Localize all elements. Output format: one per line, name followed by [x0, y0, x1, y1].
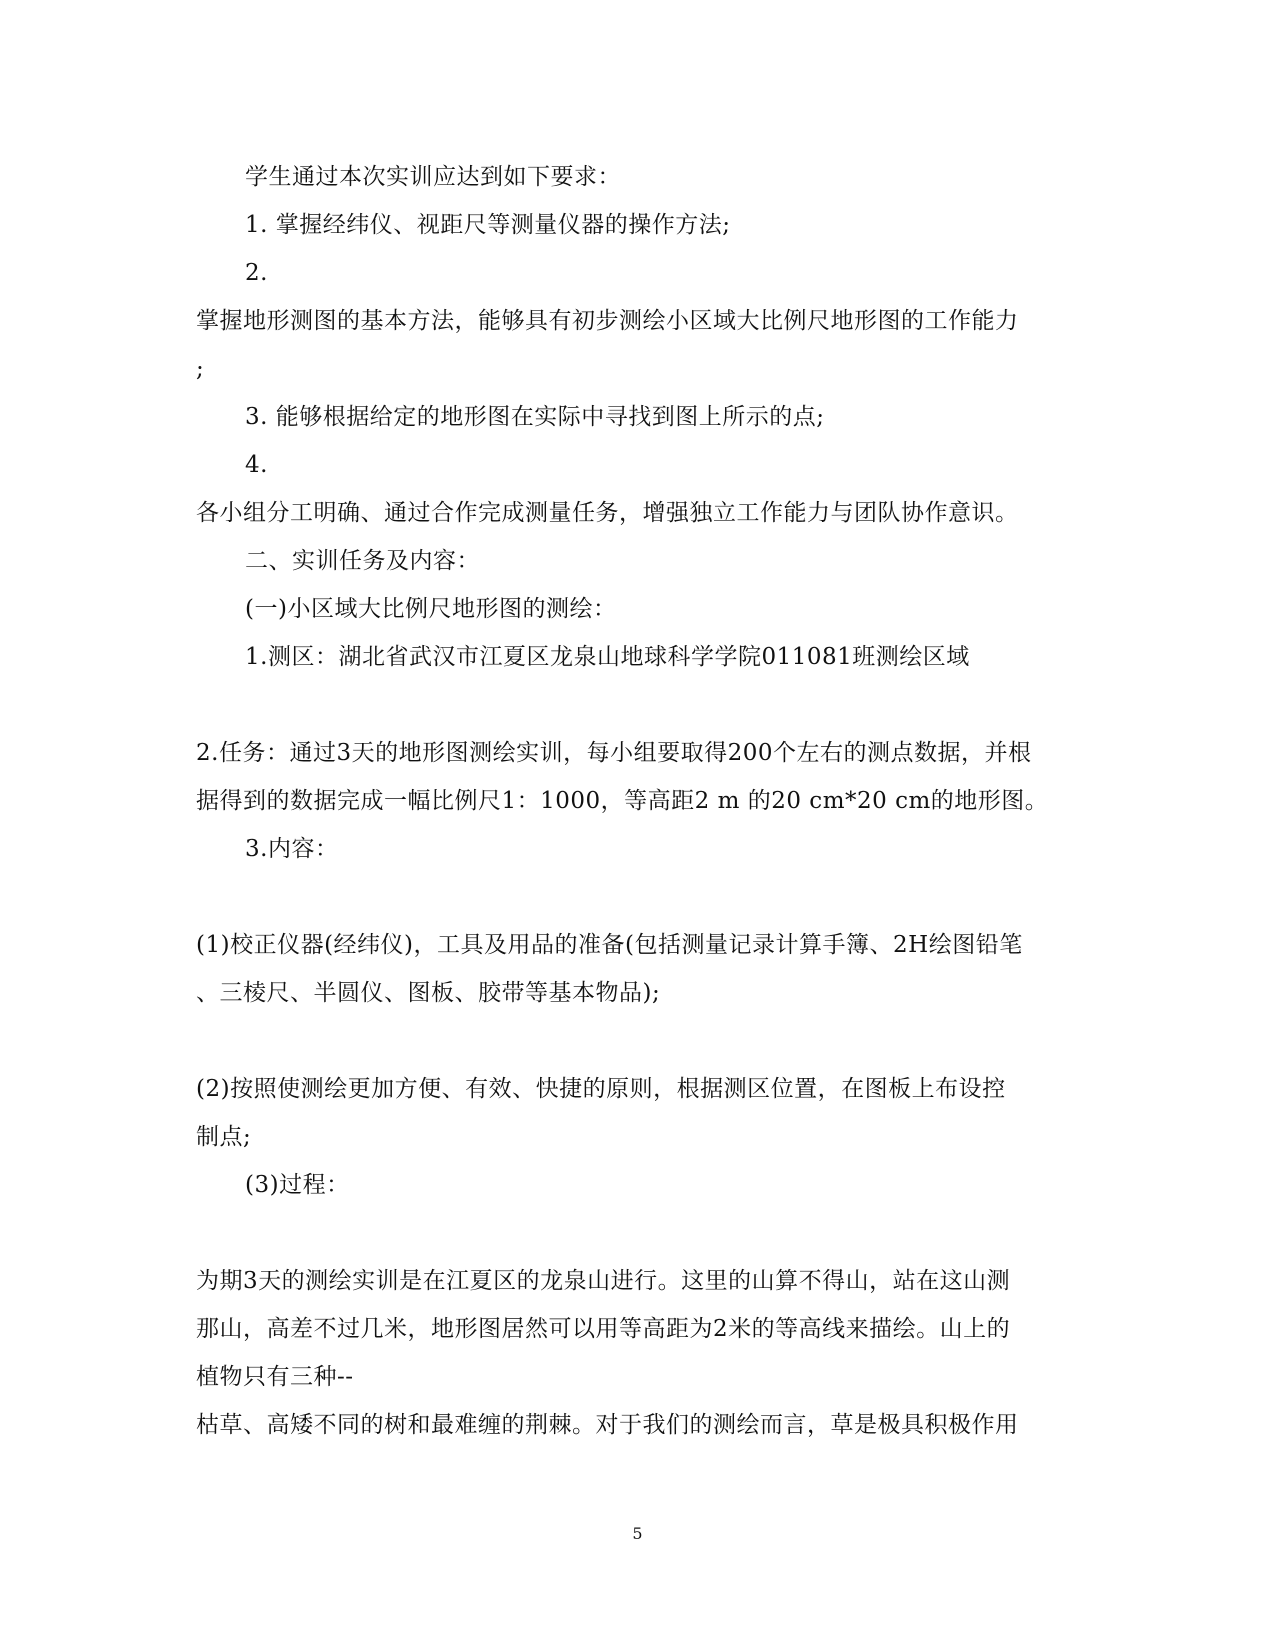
text-line-item-2-number: 2.: [245, 260, 268, 286]
page-number: 5: [632, 1524, 643, 1543]
text-line-item-2-body: 掌握地形测图的基本方法，能够具有初步测绘小区域大比例尺地形图的工作能力: [196, 308, 1019, 334]
text-line-item-4-body: 各小组分工明确、通过合作完成测量任务，增强独立工作能力与团队协作意识。: [196, 500, 1019, 526]
text-line-task-2: 据得到的数据完成一幅比例尺1：1000，等高距2 m 的20 cm*20 cm的地形图。: [196, 788, 1049, 814]
text-line-content-heading: 3.内容：: [245, 836, 339, 862]
text-line-requirements-intro: 学生通过本次实训应达到如下要求：: [245, 164, 621, 190]
subsection-heading-mapping: (一)小区域大比例尺地形图的测绘：: [245, 596, 617, 622]
text-line-item-2-end: ;: [196, 356, 205, 382]
text-line-task-1: 2.任务：通过3天的地形图测绘实训，每小组要取得200个左右的测点数据，并根: [196, 740, 1032, 766]
text-line-item-4-number: 4.: [245, 452, 268, 478]
text-line-process-3: 植物只有三种--: [196, 1364, 354, 1390]
text-line-process-2: 那山，高差不过几米，地形图居然可以用等高距为2米的等高线来描绘。山上的: [196, 1316, 1011, 1342]
text-line-process-4: 枯草、高矮不同的树和最难缠的荆棘。对于我们的测绘而言，草是极具积极作用: [196, 1412, 1019, 1438]
section-heading-tasks: 二、实训任务及内容：: [245, 548, 480, 574]
text-line-content-1a: (1)校正仪器(经纬仪)，工具及用品的准备(包括测量记录计算手簿、2H绘图铅笔: [196, 932, 1023, 958]
text-line-content-1b: 、三棱尺、半圆仪、图板、胶带等基本物品);: [196, 980, 661, 1006]
text-line-process-heading: (3)过程：: [245, 1172, 350, 1198]
text-line-item-1: 1. 掌握经纬仪、视距尺等测量仪器的操作方法;: [245, 212, 731, 238]
text-line-item-3: 3. 能够根据给定的地形图在实际中寻找到图上所示的点;: [245, 404, 825, 430]
text-line-content-2a: (2)按照使测绘更加方便、有效、快捷的原则，根据测区位置，在图板上布设控: [196, 1076, 1006, 1102]
text-line-process-1: 为期3天的测绘实训是在江夏区的龙泉山进行。这里的山算不得山，站在这山测: [196, 1268, 1011, 1294]
text-line-survey-area: 1.测区：湖北省武汉市江夏区龙泉山地球科学学院011081班测绘区域: [245, 644, 970, 670]
text-line-content-2b: 制点;: [196, 1124, 252, 1150]
